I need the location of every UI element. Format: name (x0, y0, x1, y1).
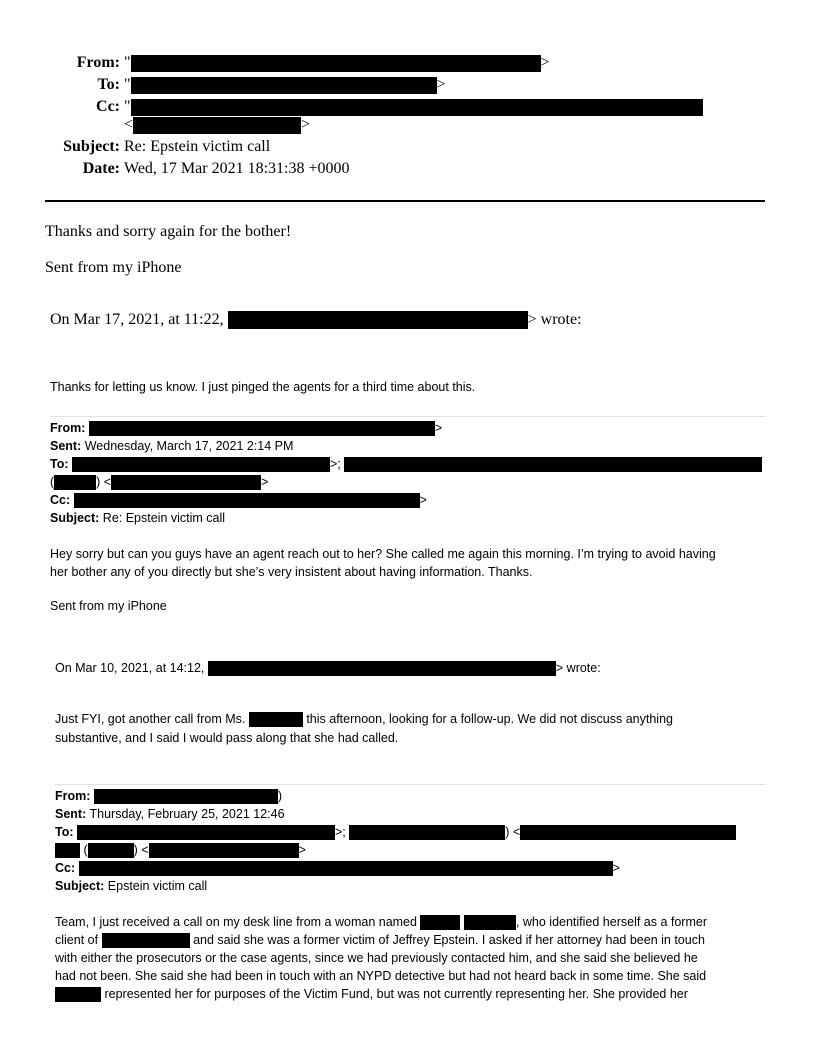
body-line-thanks: Thanks and sorry again for the bother! (45, 223, 292, 240)
redaction-box (520, 825, 736, 840)
quote-attribution-2: On Mar 10, 2021, at 14:12, > wrote: (55, 661, 601, 675)
msg3-body-line-2: substantive, and I said I would pass along that she had called. (55, 731, 399, 745)
cc-label: Cc: (96, 98, 120, 115)
body-signature: Sent from my iPhone (45, 259, 182, 276)
cc-value: " (124, 98, 703, 116)
msg4-body-line-1: Team, I just received a call on my desk line from a woman named , who identified herself as a former (55, 915, 708, 929)
msg2-to: To: >; (50, 457, 762, 472)
msg2-body-line-1: Hey sorry but can you guys have an agent reach out to her? She called me again this morning. I’m trying to avoid having (50, 547, 716, 561)
date-label: Date: (82, 160, 120, 177)
msg4-to: To: >; ) < (55, 825, 736, 840)
subject-value: Re: Epstein victim call (124, 138, 271, 155)
redaction-box (54, 475, 96, 490)
from-label: From: (76, 54, 120, 71)
redaction-box (420, 915, 460, 930)
reply-text-1: Thanks for letting us know. I just pinged the agents for a third time about this. (50, 380, 476, 394)
redaction-box (111, 475, 261, 490)
msg2-from: From: > (50, 421, 443, 435)
redaction-box (133, 117, 301, 134)
redaction-box (131, 77, 437, 94)
redaction-box (464, 915, 516, 930)
redaction-box (149, 843, 299, 858)
msg4-body-line-3: with either the prosecutors or the case agents, since we had previously contacted him, and she said she believed he (55, 951, 698, 965)
redaction-box (131, 55, 541, 72)
date-value: Wed, 17 Mar 2021 18:31:38 +0000 (124, 160, 350, 177)
redaction-box (72, 457, 330, 472)
msg4-subject: Subject: Epstein victim call (55, 879, 208, 893)
redaction-box (55, 987, 101, 1002)
msg3-body-line-1: Just FYI, got another call from Ms. this afternoon, looking for a follow-up. We did not discuss anything (55, 712, 673, 726)
redaction-box (228, 311, 528, 329)
redaction-box (131, 99, 703, 116)
redaction-box (88, 843, 134, 858)
redaction-box (249, 712, 303, 727)
msg2-to-cont: ( ) < > (50, 475, 269, 489)
cc-value-cont: < > (124, 116, 311, 133)
msg4-body-line-2: client of and said she was a former victim of Jeffrey Epstein. I asked if her attorney had been in touch (55, 933, 705, 947)
msg4-from: From: ) (55, 789, 283, 803)
to-label: To: (97, 76, 120, 93)
msg4-cc: Cc: > (55, 861, 620, 875)
msg2-body-line-2: her bother any of you directly but she’s very insistent about having information. Thanks. (50, 565, 533, 579)
from-value: " > (124, 54, 550, 71)
msg4-sent: Sent: Thursday, February 25, 2021 12:46 (55, 807, 285, 821)
redaction-box (344, 457, 762, 472)
redaction-box (102, 933, 190, 948)
redaction-box (349, 825, 505, 840)
msg2-subject: Subject: Re: Epstein victim call (50, 511, 226, 525)
header-divider (45, 200, 765, 202)
quote-attribution-1: On Mar 17, 2021, at 11:22, > wrote: (50, 311, 582, 328)
to-value: " > (124, 76, 446, 93)
msg2-sent: Sent: Wednesday, March 17, 2021 2:14 PM (50, 439, 294, 453)
message-separator (55, 784, 766, 785)
message-separator (50, 416, 766, 417)
msg4-body-line-4: had not been. She said she had been in touch with an NYPD detective but had not heard back in some time. She said (55, 969, 707, 983)
subject-label: Subject: (63, 138, 120, 155)
redaction-box (208, 661, 556, 676)
msg4-body-line-5: represented her for purposes of the Victim Fund, but was not currently representing her. She provided her (55, 987, 688, 1002)
msg2-cc: Cc: > (50, 493, 427, 507)
msg2-signature: Sent from my iPhone (50, 599, 167, 613)
redaction-box (94, 789, 278, 804)
redaction-box (55, 843, 80, 858)
redaction-box (77, 825, 335, 840)
redaction-box (74, 493, 420, 508)
redaction-box (89, 421, 435, 436)
redaction-box (79, 861, 613, 876)
msg4-to-cont: ( ) < > (55, 843, 306, 858)
